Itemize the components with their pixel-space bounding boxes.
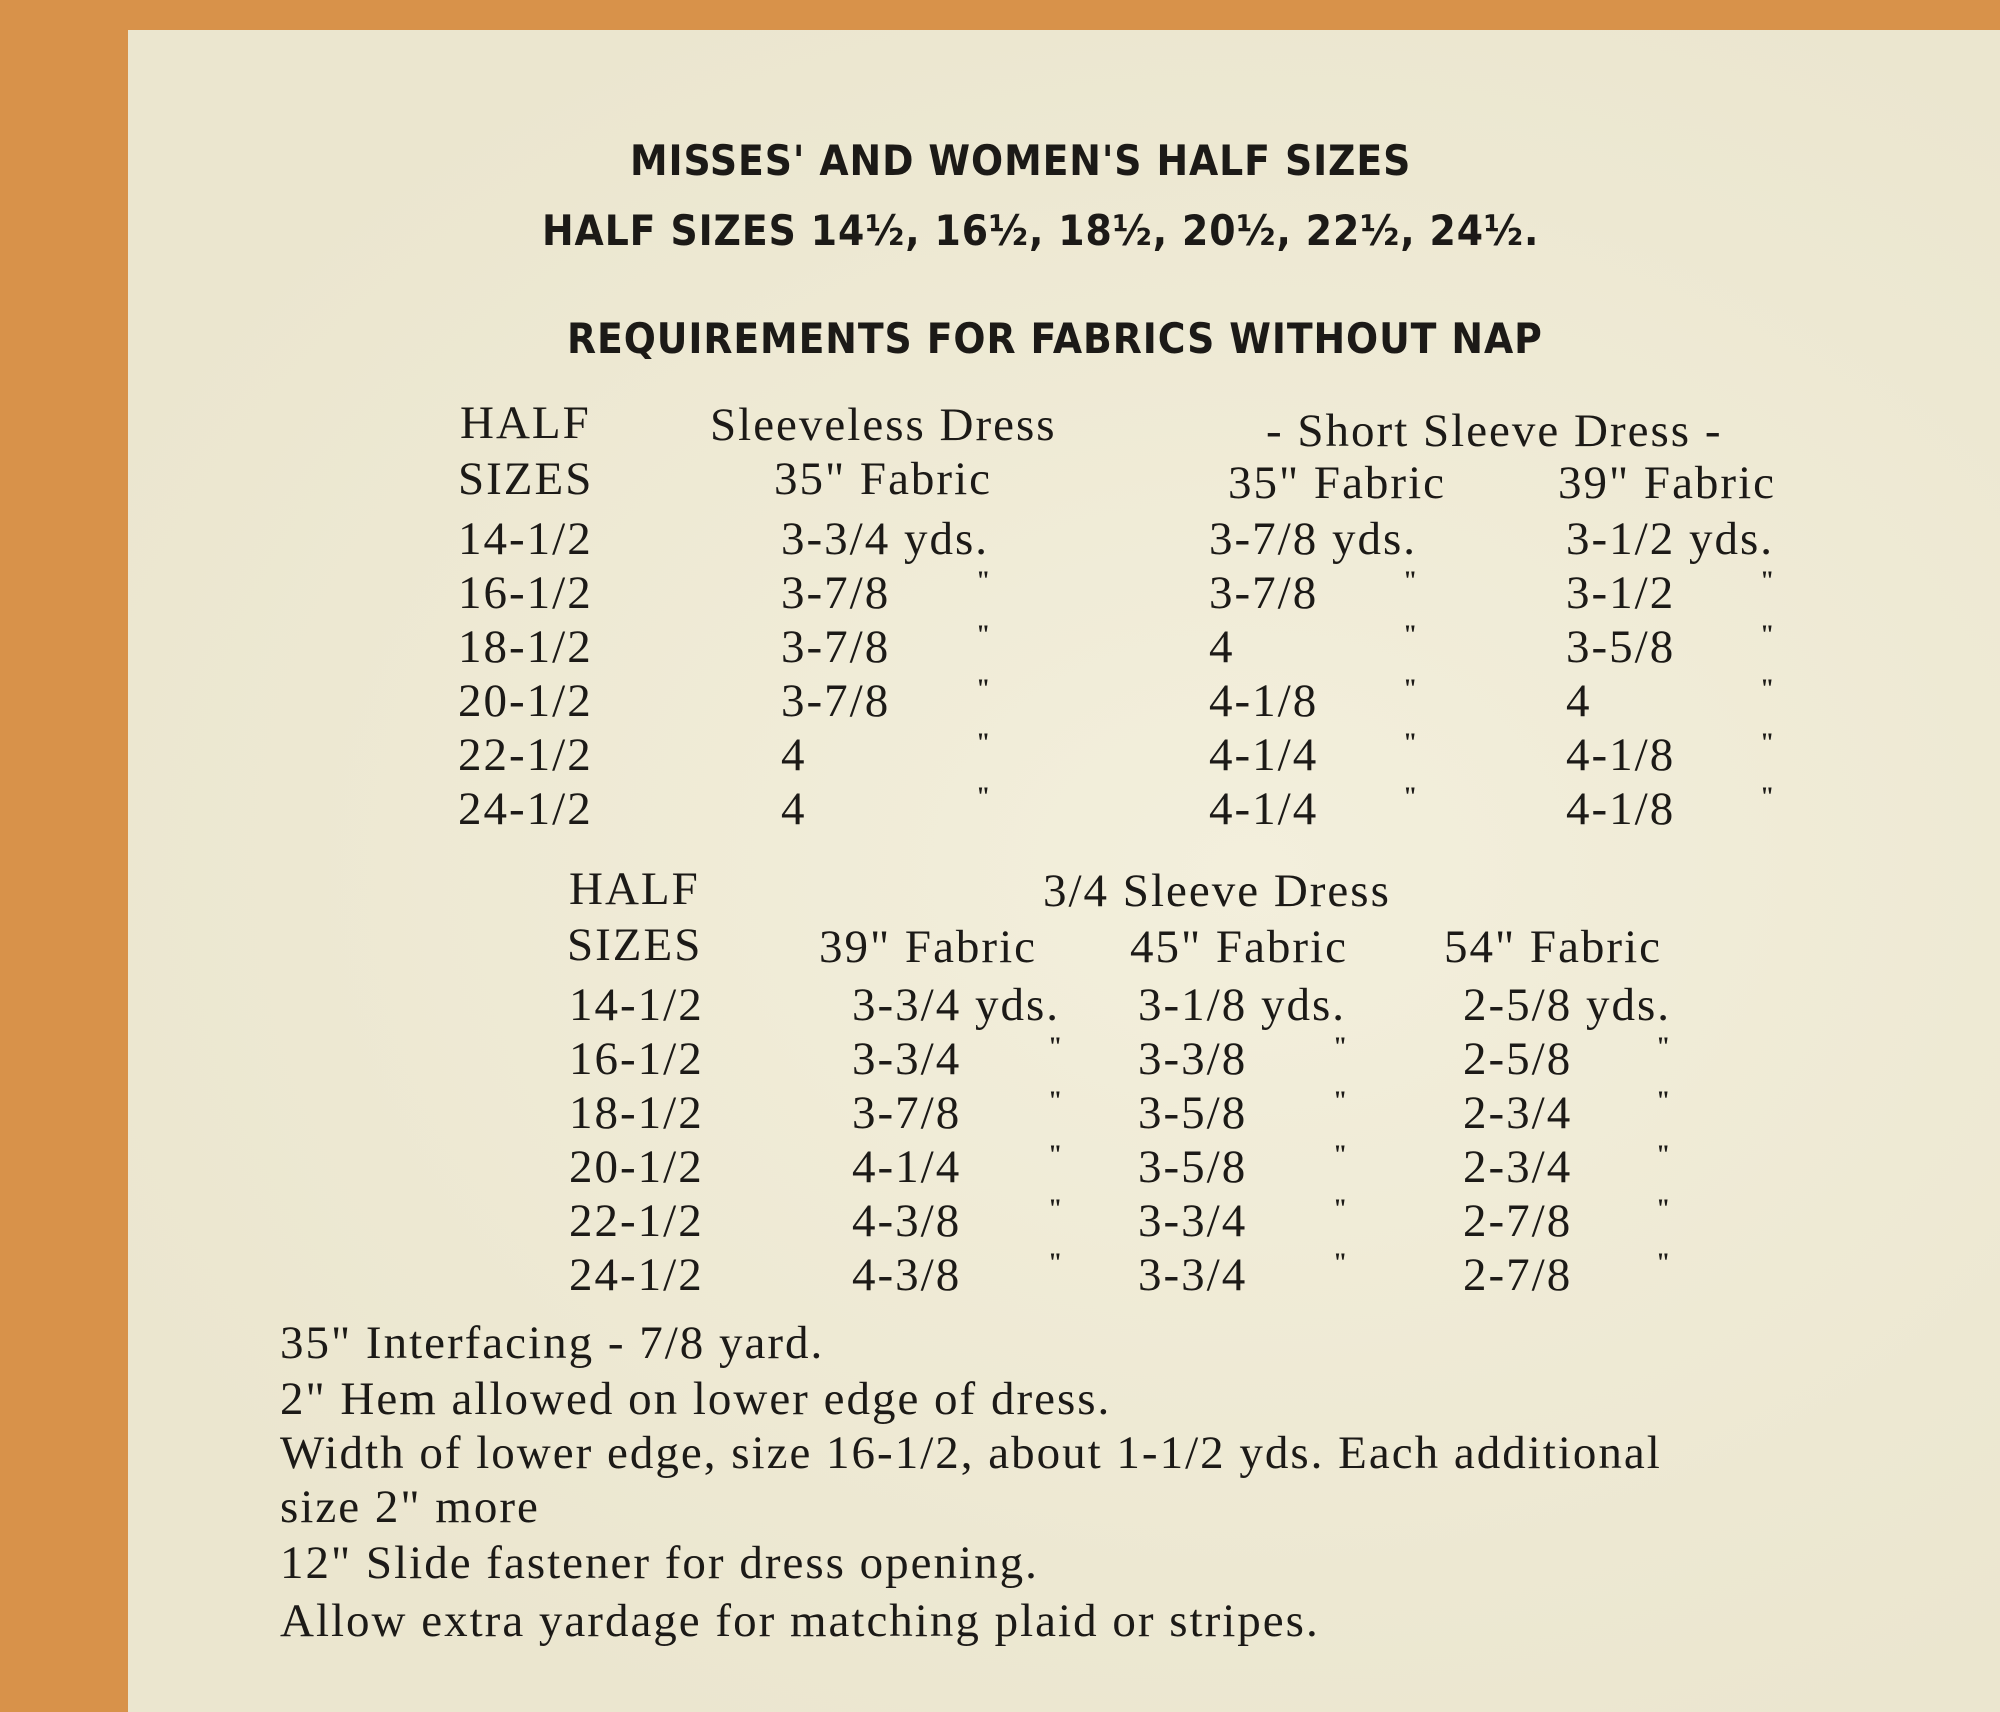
- fabric-yardage-cell: 4: [781, 783, 807, 835]
- fabric-yardage-cell: 4-1/4: [1209, 729, 1319, 781]
- fabric-yardage-cell: 4-1/4: [1209, 783, 1319, 835]
- fabric-yardage-cell: 3-3/8: [1138, 1033, 1248, 1085]
- ditto-mark: ": [1403, 566, 1418, 595]
- ditto-mark: ": [1760, 674, 1775, 703]
- size-cell: 16-1/2: [458, 567, 593, 619]
- fabric-yardage-cell: 3-7/8: [781, 621, 891, 673]
- fabric-yardage-cell: 3-7/8: [781, 567, 891, 619]
- note-line: 12" Slide fastener for dress opening.: [280, 1537, 1039, 1589]
- ditto-mark: ": [1048, 1032, 1063, 1061]
- ditto-mark: ": [1760, 620, 1775, 649]
- column-header: 39" Fabric: [1558, 457, 1777, 509]
- fabric-yardage-cell: 4-3/8: [852, 1195, 962, 1247]
- note-line: Allow extra yardage for matching plaid or stripes.: [280, 1595, 1320, 1647]
- fabric-yardage-cell: 3-3/4 yds.: [852, 979, 1060, 1031]
- column-header: 45" Fabric: [1130, 921, 1349, 973]
- ditto-mark: ": [1048, 1248, 1063, 1277]
- fabric-yardage-cell: 2-5/8 yds.: [1463, 979, 1671, 1031]
- fabric-yardage-cell: 3-5/8: [1138, 1087, 1248, 1139]
- size-cell: 22-1/2: [458, 729, 593, 781]
- ditto-mark: ": [1760, 782, 1775, 811]
- fabric-yardage-cell: 4-1/8: [1209, 675, 1319, 727]
- fabric-yardage-cell: 3-3/4: [852, 1033, 962, 1085]
- ditto-mark: ": [1403, 782, 1418, 811]
- ditto-mark: ": [1333, 1032, 1348, 1061]
- size-cell: 18-1/2: [458, 621, 593, 673]
- column-header: 35" Fabric: [774, 453, 993, 505]
- fabric-yardage-cell: 3-7/8 yds.: [1209, 513, 1417, 565]
- ditto-mark: ": [1760, 566, 1775, 595]
- ditto-mark: ": [1656, 1032, 1671, 1061]
- ditto-mark: ": [1656, 1194, 1671, 1223]
- fabric-yardage-cell: 2-7/8: [1463, 1249, 1573, 1301]
- fabric-yardage-cell: 3-3/4 yds.: [781, 513, 989, 565]
- ditto-mark: ": [976, 566, 991, 595]
- ditto-mark: ": [1333, 1194, 1348, 1223]
- ditto-mark: ": [1048, 1140, 1063, 1169]
- size-header-line2: SIZES: [567, 919, 703, 971]
- fabric-yardage-cell: 4-1/4: [852, 1141, 962, 1193]
- column-header: 54" Fabric: [1444, 921, 1663, 973]
- note-line: size 2" more: [280, 1481, 540, 1533]
- size-cell: 14-1/2: [458, 513, 593, 565]
- fabric-yardage-cell: 4-1/8: [1566, 729, 1676, 781]
- column-header: 35" Fabric: [1228, 457, 1447, 509]
- fabric-yardage-cell: 4: [1209, 621, 1235, 673]
- fabric-yardage-cell: 3-7/8: [781, 675, 891, 727]
- fabric-yardage-cell: 3-1/2: [1566, 567, 1676, 619]
- fabric-yardage-cell: 4-1/8: [1566, 783, 1676, 835]
- fabric-yardage-cell: 3-1/8 yds.: [1138, 979, 1346, 1031]
- size-cell: 20-1/2: [458, 675, 593, 727]
- ditto-mark: ": [1333, 1086, 1348, 1115]
- ditto-mark: ": [1333, 1248, 1348, 1277]
- fabric-yardage-cell: 4: [1566, 675, 1592, 727]
- ditto-mark: ": [976, 782, 991, 811]
- ditto-mark: ": [1048, 1086, 1063, 1115]
- fabric-yardage-cell: 3-7/8: [1209, 567, 1319, 619]
- note-line: Width of lower edge, size 16-1/2, about 1-1/2 yds. Each additional: [280, 1427, 1662, 1479]
- size-header-line1: HALF: [460, 397, 591, 449]
- ditto-mark: ": [976, 728, 991, 757]
- ditto-mark: ": [1656, 1140, 1671, 1169]
- ditto-mark: ": [976, 620, 991, 649]
- fabric-yardage-cell: 2-5/8: [1463, 1033, 1573, 1085]
- fabric-yardage-cell: 3-3/4: [1138, 1195, 1248, 1247]
- size-header-line1: HALF: [569, 863, 700, 915]
- ditto-mark: ": [1403, 674, 1418, 703]
- ditto-mark: ": [976, 674, 991, 703]
- size-header-line2: SIZES: [458, 453, 594, 505]
- short-sleeve-title: - Short Sleeve Dress -: [1266, 405, 1723, 457]
- title: MISSES' AND WOMEN'S HALF SIZES: [630, 136, 1412, 185]
- fabric-yardage-cell: 3-3/4: [1138, 1249, 1248, 1301]
- fabric-yardage-cell: 4-3/8: [852, 1249, 962, 1301]
- fabric-yardage-cell: 4: [781, 729, 807, 781]
- size-cell: 24-1/2: [569, 1249, 704, 1301]
- size-cell: 22-1/2: [569, 1195, 704, 1247]
- ditto-mark: ": [1333, 1140, 1348, 1169]
- fabric-yardage-cell: 3-5/8: [1138, 1141, 1248, 1193]
- ditto-mark: ": [1760, 728, 1775, 757]
- fabric-yardage-cell: 3-1/2 yds.: [1566, 513, 1774, 565]
- ditto-mark: ": [1403, 620, 1418, 649]
- size-cell: 14-1/2: [569, 979, 704, 1031]
- sleeveless-title: Sleeveless Dress: [710, 399, 1057, 451]
- subtitle: HALF SIZES 14½, 16½, 18½, 20½, 22½, 24½.: [542, 206, 1540, 255]
- section-heading: REQUIREMENTS FOR FABRICS WITHOUT NAP: [567, 314, 1543, 363]
- fabric-yardage-cell: 2-3/4: [1463, 1141, 1573, 1193]
- size-cell: 20-1/2: [569, 1141, 704, 1193]
- fabric-yardage-cell: 3-5/8: [1566, 621, 1676, 673]
- ditto-mark: ": [1656, 1086, 1671, 1115]
- fabric-yardage-cell: 2-7/8: [1463, 1195, 1573, 1247]
- size-cell: 16-1/2: [569, 1033, 704, 1085]
- ditto-mark: ": [1656, 1248, 1671, 1277]
- three-quarter-sleeve-title: 3/4 Sleeve Dress: [1043, 865, 1391, 917]
- ditto-mark: ": [1048, 1194, 1063, 1223]
- fabric-yardage-cell: 3-7/8: [852, 1087, 962, 1139]
- ditto-mark: ": [1403, 728, 1418, 757]
- fabric-yardage-cell: 2-3/4: [1463, 1087, 1573, 1139]
- note-line: 2" Hem allowed on lower edge of dress.: [280, 1373, 1112, 1425]
- note-line: 35" Interfacing - 7/8 yard.: [280, 1317, 825, 1369]
- size-cell: 18-1/2: [569, 1087, 704, 1139]
- size-cell: 24-1/2: [458, 783, 593, 835]
- column-header: 39" Fabric: [819, 921, 1038, 973]
